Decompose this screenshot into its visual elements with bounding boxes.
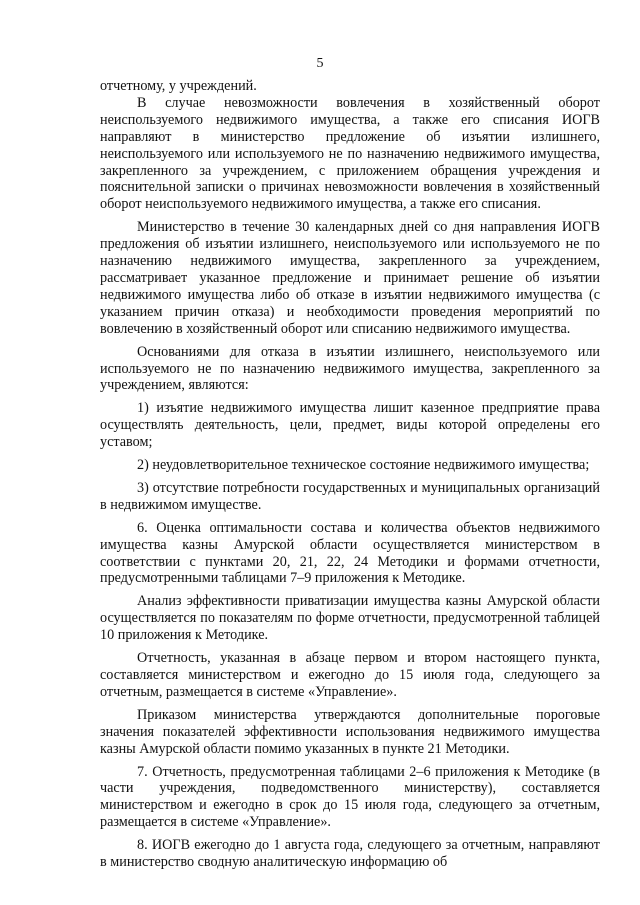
list-item: 3) отсутствие потребности государственных и муниципальных организаций в недвижимом имуществе. [100,479,600,513]
page-number: 5 [316,56,324,71]
list-item: 2) неудовлетворительное техническое состояние недвижимого имущества; [137,457,590,474]
paragraph: Отчетность, указанная в абзаце первом и втором настоящего пункта, составляется министерством и ежегодно до 15 июля года, следующего за отчетным, размещается в системе «Управление». [100,650,600,700]
paragraph: 8. ИОГВ ежегодно до 1 августа года, следующего за отчетным, направляют в министерство сводную аналитическую информацию об [100,837,600,871]
paragraph: 7. Отчетность, предусмотренная таблицами 2–6 приложения к Методике (в части учреждения, подведомственного министерству), составляется министерством и ежегодно в срок до 15 июля года, следующего за отчетным, размещается в системе «Управление». [100,763,600,831]
paragraph: Министерство в течение 30 календарных дней со дня направления ИОГВ предложения об изъятии излишнего, неиспользуемого или используемого не по назначению недвижимого имущества, закрепленного за учреждением, рассматривает указанное предложение и принимает решение об изъятии недвижимого имущества либо об отказе в изъятии недвижимого имущества (с указанием причин отказа) и необходимости проведения мероприятий по вовлечению в хозяйственный оборот или списанию недвижимого имущества. [100,219,600,337]
paragraph: Основаниями для отказа в изъятии излишнего, неиспользуемого или используемого не по назначению недвижимого имущества, закрепленного за учреждением, являются: [100,343,600,394]
paragraph: Анализ эффективности приватизации имущества казны Амурской области осуществляется по показателям по форме отчетности, предусмотренной таблицей 10 приложения к Методике. [100,593,600,644]
document-body [100,78,600,871]
paragraph: отчетному, у учреждений. [100,78,257,94]
paragraph: В случае невозможности вовлечения в хозяйственный оборот неиспользуемого недвижимого имущества, а также его списания ИОГВ направляют в министерство предложение об изъятии излишнего, неиспользуемого или используемого не по назначению недвижимого имущества, закрепленного за учреждением, с приложением обращения учреждения и пояснительной записки о причинах невозможности вовлечения в хозяйственный оборот неиспользуемого недвижимого имущества, а также его списания. [100,94,600,213]
paragraph: Приказом министерства утверждаются дополнительные пороговые значения показателей эффективности использования недвижимого имущества казны Амурской области помимо указанных в пункте 21 Методики. [100,706,600,757]
list-item: 1) изъятие недвижимого имущества лишит казенное предприятие права осуществлять деятельность, цели, предмет, виды которой определены его уставом; [100,400,600,451]
paragraph: 6. Оценка оптимальности состава и количества объектов недвижимого имущества казны Амурской области осуществляется министерством в соответствии с пунктами 20, 21, 22, 24 Методики и формами отчетности, предусмотренными таблицами 7–9 приложения к Методике. [100,519,600,587]
